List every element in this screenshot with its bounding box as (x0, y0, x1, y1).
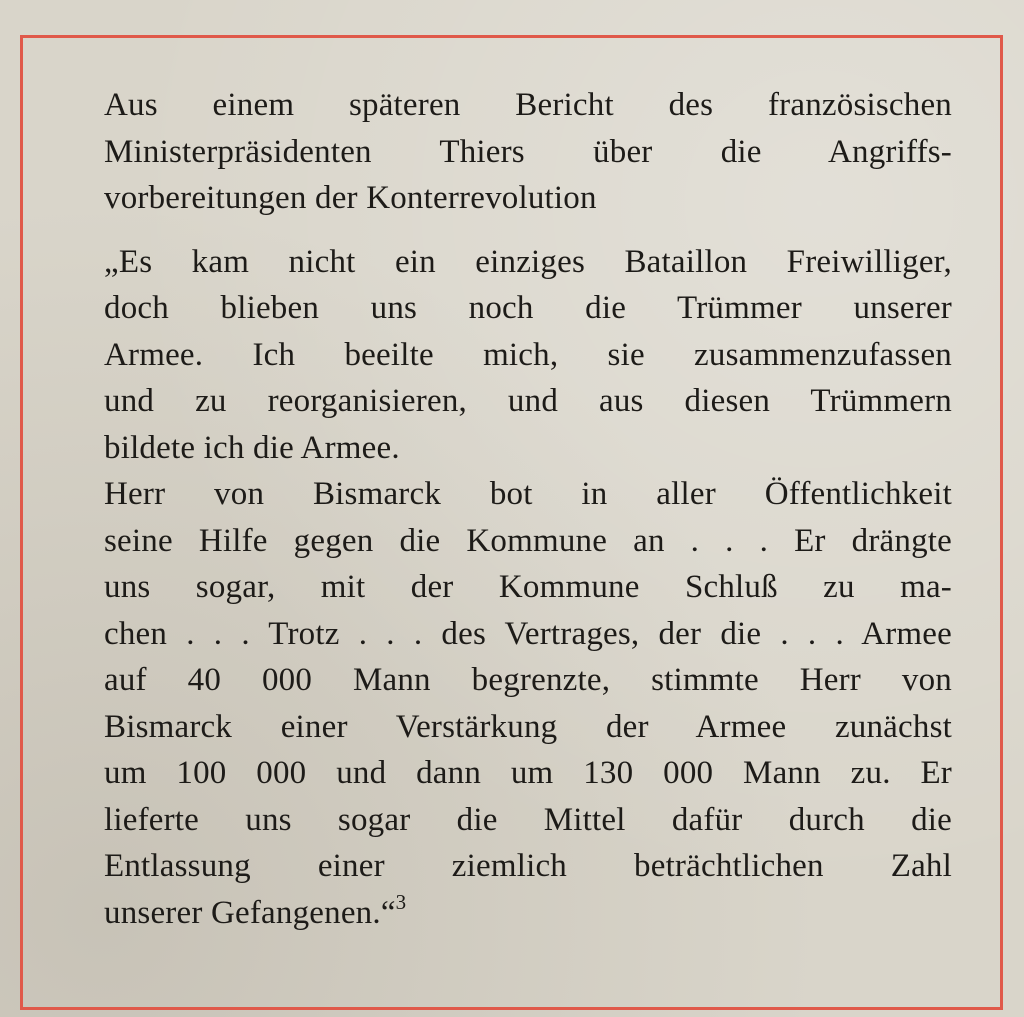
quote-line: seine Hilfe gegen die Kommune an . . . Er drängte (104, 522, 952, 559)
quote-line: bildete ich die Armee. (104, 429, 400, 466)
quote-line: doch blieben uns noch die Trümmer unserer (104, 290, 952, 326)
quote-last-line (104, 890, 952, 937)
quote-line: unserer Gefangenen.“ (104, 894, 396, 931)
intro-heading (104, 82, 952, 222)
quote-line: „Es kam nicht ein einziges Bataillon Freiwilliger, (104, 243, 952, 280)
quote-line: Herr von Bismarck bot in aller Öffentlichkeit (104, 476, 952, 512)
quote-line: um 100 000 und dann um 130 000 Mann zu. Er (104, 755, 952, 791)
quote-line: Entlassung einer ziemlich beträchtlichen Zahl (104, 848, 952, 884)
quote-line: Bismarck einer Verstärkung der Armee zunächst (104, 708, 952, 745)
quote-line: Armee. Ich beeilte mich, sie zusammenzufassen (104, 336, 952, 373)
quote-body (104, 239, 952, 937)
quote-line: chen . . . Trotz . . . des Vertrages, der die . . . Armee (104, 615, 952, 652)
text-block (104, 82, 952, 936)
quote-line: auf 40 000 Mann begrenzte, stimmte Herr von (104, 662, 952, 698)
quote-line: lieferte uns sogar die Mittel dafür durch die (104, 801, 952, 838)
intro-line: Aus einem späteren Bericht des französischen (104, 87, 952, 123)
footnote-marker: 3 (395, 889, 407, 914)
intro-line: Ministerpräsidenten Thiers über die Angriffs- (104, 133, 952, 170)
quote-line: uns sogar, mit der Kommune Schluß zu ma- (104, 569, 952, 605)
quote-line: und zu reorganisieren, und aus diesen Trümmern (104, 383, 952, 419)
paragraph-gap (104, 222, 952, 239)
intro-line: vorbereitungen der Konterrevolution (104, 180, 597, 216)
